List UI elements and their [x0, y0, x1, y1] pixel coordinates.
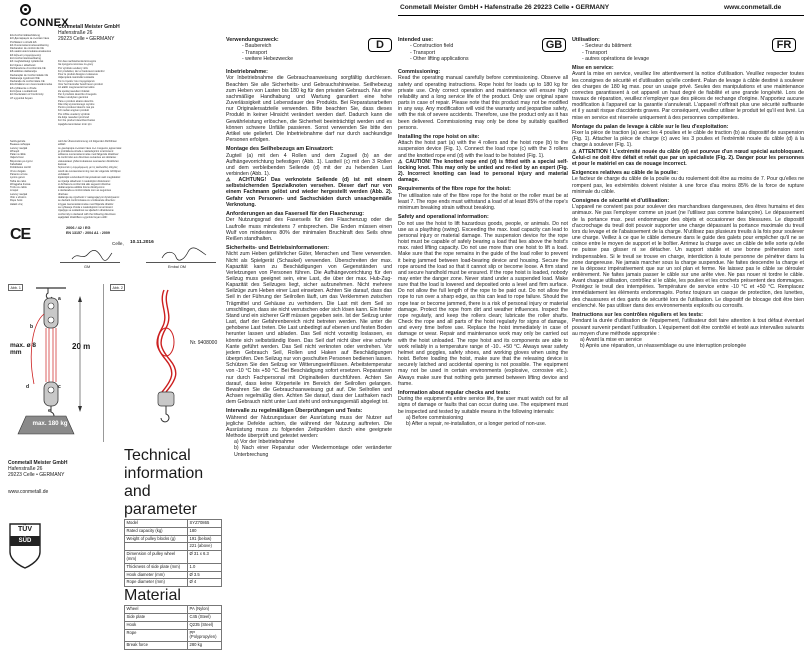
product-name-line: Halatlı vinç	[10, 202, 23, 206]
label-d: d	[26, 384, 30, 390]
fr-para-rope: Le facteur de charge du câble de la poulie ou du roulement doit être au moins de 7. Pour qu'elles ne rompent pas, les extrémités doivent résister à une force d'au moins 85% de la force de rupture minimale du câble.	[572, 176, 804, 195]
logo-ring-icon	[20, 4, 31, 15]
conformity-line: wird die Übereinstimmung mit folgenden Richtlinien erklärt:	[58, 140, 117, 147]
product-name-line: Lanový naviják	[10, 146, 28, 150]
conformity-line: се декларира съответствие със следните директиви:	[58, 146, 122, 150]
declaration-date: 10.11.2016	[130, 240, 154, 245]
gb-heading-installation: Installing the rope hoist on site:	[398, 133, 480, 140]
table-cell-value: PP (Polypropylen)	[188, 629, 222, 642]
table-cell-label: Weight of pulley blocks (g)	[125, 535, 188, 543]
gb-para-installation: Attach the hoist part (a) with the 4 rollers and the hoist rope (b) to the suspension device (Fig. 1). Connect the load rope (c) with the 3 rollers and the knotted rope end (d) with the load to be hoisted (Fig. 1).	[398, 140, 568, 159]
declaration-line: Dichiarazione di conformità CE	[10, 66, 46, 70]
length-label: 20 m	[72, 342, 91, 351]
product-name-list	[10, 140, 58, 206]
declaration-line: Za dolje navedeni proizvod	[58, 116, 90, 120]
product-name-line: Troliu cu cablu	[10, 186, 27, 190]
signature-line-right	[146, 262, 216, 263]
declaration-line: EU-Izjava o sukladnosti	[10, 90, 38, 94]
product-name-line: Drótköteles csörlő	[10, 166, 31, 170]
table-cell-label: Rope	[125, 629, 188, 642]
gb-heading-commissioning: Commissioning:	[398, 69, 441, 75]
de-use-item: - Transport	[242, 49, 268, 56]
de-para-commissioning: Vor Inbetriebnahme die Gebrauchsanweisung sorgfältig durchlesen. Beachten Sie alle Sicherheits- und Gebrauchshinweise. Seilhebezug zum Heben von Lasten bis 180 kg für den privaten Gebrauch. Nur eine sachmäßige Handhabung und Wartung garantiert eine hohe Zuverlässigkeit und Lebensdauer des Produkts. Bei Reparaturarbeiten nur Originalersatzteile verwenden. Bitte beachten Sie, dass dieses Produkt in keiner Hinsicht verändert werden darf. Dadurch kann die Gewährleistung erlöschen, die Sicherheit beeinträchtigt werden und es können schwere Unfälle passieren. Sonst verwenden Sie bitte den Artikel wie geliefert. Die Inbetriebnahme darf nur durch sachkundige Personen erfolgen.	[226, 75, 392, 143]
declaration-line: For the product described below	[58, 119, 96, 123]
de-heading-safety: Sicherheits- und Betriebsinformationen:	[226, 244, 330, 251]
table-row	[125, 543, 222, 551]
table-row	[125, 642, 222, 650]
table-cell-label	[125, 543, 188, 551]
address2-company: Conmetall Meister GmbH	[8, 460, 68, 466]
badge-de: D	[368, 38, 392, 52]
gb-warning	[398, 159, 568, 184]
fr-warning	[572, 149, 804, 167]
fr-warning-icon: ⚠	[572, 148, 579, 155]
table-cell-value: Ø 31 x 6.3	[188, 551, 222, 564]
tuv-sub: SÜD	[18, 537, 32, 544]
table-cell-label: Thickness of side plate (mm)	[125, 563, 188, 571]
declaration-line: Für das nachstehende Erzeugnis	[58, 60, 97, 63]
conformity-line: conformity is declared with the following directives:	[58, 212, 117, 216]
tech-rows	[124, 519, 222, 587]
de-use-item: - Baubereich	[242, 43, 272, 50]
badge-gb: GB	[542, 38, 566, 52]
table-cell-label: Side plate	[125, 613, 188, 621]
gb-use-item: - Other lifting applications	[410, 55, 469, 62]
declaration-line: EK-vaatimustenmukaisuusvakuutus	[10, 50, 52, 54]
logo-text: CONNEX	[20, 17, 69, 29]
declaration-line: Pentru produsul descris mai jos	[58, 106, 95, 110]
conformity-line: aşağıdaki direktiflere uygunluk beyan edilir:	[58, 215, 108, 219]
declaration-line: Jäljempänä mainitulle tuotteelle	[58, 76, 95, 80]
product-name-line: Wirespil	[10, 149, 20, 153]
fr-para-commissioning: Avant la mise en service, veuillez lire attentivement la notice d'utilisation. Veuillez respecter toutes les consignes de sécurité et d'utilisation qu'elle contient. Palan de levage à câble destiné à soulever des charges de 180 kg max. pour un usage privé. Seules des manipulations et une maintenance correctes garantissent à cet appareil un haut degré de fiabilité et une grande longévité. Lors de travaux de réparation, veuillez n'employer que des pièces de rechange d'origine. N'apportez aucune modification à l'appareil car la garantie s'annulerait. L'appareil n'offrirait plus une sécurité suffisante et il y aurait risque d'accidents graves. Par conséquent, veuillez utiliser le produit tel qu'il est livré. La mise en service est réservée uniquement à des personnes compétentes.	[572, 71, 804, 121]
gb-para-checks: During the equipment's entire service life, the user must watch out for all signs of damage or faults that can occur during use. The equipment must be inspected and tested by suitable means in the following intervals:	[398, 396, 568, 415]
table-cell-label: Wheel	[125, 606, 188, 614]
signature-left-image	[70, 249, 114, 263]
declaration-line: ЕО Декларация за съответствие	[10, 37, 50, 41]
address2-city: 29223 Celle • GERMANY	[8, 472, 65, 478]
declaration-line: Για το προϊόν που περιγράφεται	[58, 79, 95, 83]
gb-use-item: - Construction field	[410, 43, 454, 50]
article-number: Nr. 9408000	[190, 340, 218, 346]
declaration-line: EB atitikties deklaracija	[10, 70, 37, 74]
figure-1-label: Abb. 1	[8, 284, 23, 291]
declaration-line: Dla niżej wymienionego wyrobu	[58, 102, 95, 106]
website-2: www.conmetall.de	[8, 489, 49, 495]
declaration-list-a	[10, 34, 58, 100]
de-heading-installation: Montage des Seilhebezugs am Einsatzort:	[226, 146, 334, 153]
ce-mark: CE	[10, 226, 31, 243]
table-cell-label: Rated capacity (kg)	[125, 527, 188, 535]
fr-check-b: b) Après une réparation, un réassemblage ou une interruption prolongée	[580, 342, 747, 349]
table-cell-value: 221 (above)	[188, 543, 222, 551]
gb-check-b: b) After a repair, re-installation, or a longer period of non-use.	[406, 420, 547, 427]
fr-use-item: - Secteur du bâtiment	[582, 43, 632, 50]
fr-use-list	[572, 43, 770, 61]
declaration-line: Aşağıda tanımlanan ürün için	[58, 122, 92, 126]
product-name-line: Lanový navijak	[10, 192, 28, 196]
declaration-line: EC Declaration of Conformity	[10, 93, 44, 97]
header-company-name: Conmetall Meister GmbH	[400, 4, 479, 11]
gb-use-list	[398, 43, 540, 61]
label-c: c	[58, 384, 61, 390]
figures-area	[4, 284, 222, 444]
declaration-line: Deklaracja zgodności WE	[10, 76, 40, 80]
label-b: b	[30, 324, 34, 330]
gb-heading-checks: Information about regular checks and tests:	[398, 389, 511, 396]
conformity-list	[58, 140, 122, 219]
table-cell-label: Dimension of pulley wheel (mm)	[125, 551, 188, 564]
conformity-line: intygas överensstämmelse med följande direktiv:	[58, 202, 114, 206]
max-load-label: max. 180 kg	[32, 420, 68, 427]
conformity-line: se izjavlja skladnost z naslednjimi direktivami:	[58, 179, 111, 183]
declaration-line: ES vyhlásenie o zhode	[10, 86, 37, 90]
address-company: Conmetall Meister GmbH	[58, 24, 120, 30]
declaration-line: EU izjava o skladnosti	[10, 63, 36, 67]
declaration-line: EU-Conformiteitsverklaring	[10, 57, 41, 61]
de-heading-checks: Intervalle zu regelmäßigen Überprüfungen und Tests:	[226, 408, 363, 415]
product-name-line: Vaijerivinssi	[10, 156, 24, 160]
signature-label-right: Embal OM	[168, 265, 186, 269]
de-check-a: a) Vor der Inbetriebnahme	[234, 439, 295, 446]
fr-heading-commissioning: Mise en service:	[572, 65, 614, 71]
fr-use-item: - Transport	[582, 49, 608, 56]
declaration-line: Declarație de conformitate CE	[10, 80, 45, 84]
declaration-line: EG-försäkran om överensstämmelse	[10, 83, 53, 87]
de-para-checks: Während der Nutzungsdauer der Ausrüstung muss der Nutzer auf jegliche Defekte achten, die während der Nutzung auftreten. Die Ausrüstung muss zu folgenden Zeitpunkten durch eine geeignete Methode überprüft und getestet werden:	[226, 414, 392, 440]
table-row	[125, 551, 222, 564]
material-rows	[124, 605, 222, 650]
tuv-seal-icon	[8, 522, 42, 570]
product-name-line: Vitlo s užetom	[10, 196, 27, 200]
tech-table-title: Technical information and parameter	[124, 447, 204, 518]
declaration-line: ΕΚ Δήλωση συμμόρφωσης	[10, 53, 42, 57]
header-company: Conmetall Meister GmbH • Hafenstraße 26 29223 Celle • GERMANY	[400, 4, 610, 11]
declaration-place: Celle,	[112, 241, 124, 246]
fr-heading-rope: Exigences relatives au câble de la poulie:	[572, 170, 679, 176]
header-address: Hafenstraße 26	[484, 4, 532, 11]
declaration-line: За продукта посочен по-долу	[58, 63, 94, 67]
product-name-line: Linspel	[10, 189, 19, 193]
product-name-line: Talha de cabo	[10, 179, 27, 183]
table-cell-label: Hook diameter (mm)	[125, 571, 188, 579]
declaration-list-b	[58, 60, 122, 126]
gb-para-safety: Do not use the hoist to lift hazardous goods, people, or animals. Do not use as a plaything (swing). Exceeding the max. load capacity can lead to personal injury or material damage. The suspension device for the rope hoist must be capable of safely bearing a load that lies above the hoist's max. rated lifting capacity. Do not use more than one hoist to lift a load. Make sure that the rope remains in the guide of the load roller to prevent it being jammed between load-bearing device and housing. Secure the rope around the load so that it cannot slip or become loose. A firm stand and secure handhold must be ensured. If the rope hoist is loaded, nobody may enter the danger zone. Never stand under a suspended load. Make sure that the load is lowered and deposited onto a level and firm surface. Do not allow the full length of the rope to be paid out. Do not allow the rope to run over a sharp edge, as this can lead to rope failure. Should the rope tear or become jammed, there is a risk of personal injury or material damage. Protect the rope from dirt and weather influences. Inspect the rope regularly, and keep the rollers clean; lubricate the roller shafts. Check the rope and all parts of the hoist regularly for signs of damage, and every time before use. Replace the hoist immediately in case of damage or wear. Repair and maintenance work may only be carried out with the hoist unloaded. The rope hoist and its components are able to work reliably in a temperature range of -10.. +50 °C. Always wear safety helmet and goggles, safety shoes, and working gloves when using the hoist. Before loading the hoist, make sure that the releasing device is securely latched and accidental opening is not possible. The equipment may not be used in certain environments (explosive, corrosive etc.). Always make sure that nothing gets jammed between lifting device and frame.	[398, 220, 568, 387]
product-name-line: Paranco a fune	[10, 172, 28, 176]
gb-heading-rope: Requirements of the fibre rope for the hoist:	[398, 186, 511, 193]
table-cell-value: 191 (below)	[188, 535, 222, 543]
fr-warning-text: ATTENTION ! L'extrémité nouée du câble (d) est pourvue d'un nœud spécial autobloquant. Celui-ci ne doit être défait et refait que par un spécialiste (Fig. 2). Danger pour les personnes et pour le matériel en cas de nouage incorrect.	[572, 148, 804, 167]
product-name-line: Wciągarka linowa	[10, 182, 31, 186]
address-city: 29223 Celle • GERMANY	[58, 36, 115, 42]
figure-1	[6, 284, 104, 442]
conformity-line: deklaruojama atitiktis šioms direktyvoms:	[58, 186, 105, 190]
fr-heading-safety: Consignes de sécurité et d'utilisation:	[572, 197, 670, 204]
table-cell-value: Ø 3.5	[188, 571, 222, 579]
conformity-line: vakuutetaan yhdenmukaisuus seuraavien direktiivien kanssa:	[58, 159, 119, 167]
de-para-safety: Nicht zum Heben gefährlicher Güter, Menschen und Tiere verwenden. Nicht als Spielgerät (Schaukel) verwenden. Überschreiten der max. Kapazität kann zu Beschädigungen von Gegenständen und Verletzungen von Personen führen. Die Aufhängevorrichtung für den Seilzug muss geeignet sein, eine Last, die über der max. Hub-Zug-Kapazität des Seilzuges liegt, sicher aufzunehmen. Nicht mehrere Seilzüge zum Heben einer Last einsetzen. Achten Sie darauf, dass das Seil in der Führung der Seilrollen läuft, um das Verklemmen zwischen Trägmittel und Gehäuse zu verhindern. Die Last mit dem Seil so umschlingen, dass sie nicht verrutschen oder sich lösen kann. Ein fester Stand und ein sicherer Griff müssen gegeben sein. Ist der Seilzug unter Last, darf der Gefahrenbereich nicht betreten werden. Nie unter die gehobene Last treten. Die Last unbedingt auf ebenen und festen Boden herunter lassen und abladen. Das Seil nicht vorzeitig loslassen, es könnte sich selbstständig lösen. Das Seil darf nicht über eine scharfe Kante geführt werden. Das Seil nicht verknoten oder verdrehen. Vor jedem Gebrauch Seil, Rollen und Haken auf Beschädigungen überprüfen. Den Seilzug nur von geschulten Personen bedienen lassen. Schützen Sie den Seilzug vor Witterungseinflüssen. Arbeitstemperatur von -10 °C bis +50 °C. Bei Beschädigung sofort ersetzen. Reparaturen nur durch Fachpersonal mit Originalteilen durchführen. Achten Sie darauf, dass keine Körperteile im Bereich der Seilrollen gelangen. Bewahren Sie die Gebrauchsanweisung gut auf. Die Seilrollen und Achsen regelmäßig ölen. Achten Sie darauf, dass der Lasthaken nach dem Gebrauch nicht unter Last steht und ordnungsgemäß abgelegt ist.	[226, 251, 392, 406]
tech-table	[124, 447, 222, 650]
gb-para-rope: The utilisation rate of the fibre rope for the hoist or the roller must be at least 7. The rope ends must withstand a load of at least 85% of the rope's minimum breaking strain without breaking.	[398, 192, 568, 212]
conformity-line: deklaruje się zgodność z następującymi dyrektywami:	[58, 196, 120, 200]
address2-street: Hafenstraße 26	[8, 466, 43, 472]
english-column	[398, 0, 568, 581]
fr-heading-installation: Montage du palan de levage à câble sur le lieu d'exploitation:	[572, 123, 729, 130]
gb-check-a: a) Before commissioning	[406, 414, 464, 421]
tuv-text: TÜV	[18, 526, 32, 533]
table-cell-value: Q235 (Steel)	[188, 621, 222, 629]
fr-para-safety: L'appareil ne convient pas pour soulever des marchandises dangereuses, des êtres humains et des animaux. Ne pas l'employer comme un jouet (ne l'utilisez pas comme balançoire). Le dépassement de la portance max. peut endommager des objets et occasionner des blessures. Le dispositif d'accrochage du treuil doit pouvoir supporter une charge dépassant la portance maximale du treuil lors du levage et de l'abaissement de la charge. N'utilisez pas plusieurs treuils à la fois pour soulever une charge. Veillez à ce que le câble demeure dans le guide des galets pour empêcher qu'il ne se coince entre le moyen de support et le boîtier. Arrimez la charge avec un câble de telle sorte qu'elle ne puisse pas glisser ni se détacher. Un support stable et une bonne préhension sont indispensables. Si le treuil se trouve en charge, interdiction à toute personne de pénétrer dans la zone dangereuse. Ne jamais marcher sous la charge suspendue. Ne faites descendre la charge et ne la déposez impérativement que sur un sol plan et ferme. Ne laissez pas le câble se dérouler entièrement. Ne faites jamais passer le câble sur une arête vive. Ne pas nouer ni tordre le câble. Avant chaque utilisation, contrôlez si le câble, les poulies et les crochets présentent des dommages. Protégez le treuil des intempéries. Température de service entre -10 °C et +50 °C. Remplacez immédiatement les éléments endommagés. Portez toujours un casque de protection, des lunettes, des chaussures et des gants de sécurité lors de l'utilisation. Le dispositif de blocage doit être bien enclenché. Ne pas utiliser dans des environnements explosifs ou corrosifs.	[572, 204, 804, 309]
conformity-line: wordt de overeenstemming met de volgende richtlijnen verklaard:	[58, 169, 121, 176]
table-cell-value: SYZ70865	[188, 520, 222, 528]
declaration-line: AT uygunluk beyanı	[10, 96, 33, 100]
address-block-2	[8, 460, 88, 478]
declaration-line: EF-Overensstemmelseserklæring	[10, 43, 49, 47]
declaration-line: Para o produto abaixo descrito	[58, 99, 94, 103]
table-cell-value: 1.0	[188, 563, 222, 571]
product-name-line: Vrvno dvigalo	[10, 169, 26, 173]
conformity-line: izjavljuje se sukladnost sa sljedećim direktivama:	[58, 209, 115, 213]
label-a: a	[58, 296, 61, 302]
fr-check-a: a) Avant la mise en service	[580, 336, 642, 343]
table-row	[125, 535, 222, 543]
declaration-line: Pro výrobek uvedený níže	[58, 66, 88, 70]
table-cell-value: C45 (Steel)	[188, 613, 222, 621]
de-use-item: - weitere Hebezwecke	[242, 55, 294, 62]
figure-2	[108, 284, 220, 442]
de-warning-icon: ⚠	[226, 177, 239, 184]
address-street: Hafenstraße 26	[58, 30, 93, 36]
de-use-list	[226, 43, 364, 61]
gb-warning-text: CAUTION! The knotted rope end (d) is fitted with a special self-locking knot. This may only be untied and re-tied by an expert (Fig. 2). Incorrect knotting can lead to personal injury and material damage.	[398, 158, 568, 184]
fr-use-item: - autres opérations de levage	[582, 55, 650, 62]
fr-heading-checks: Instructions sur les contrôles réguliers et les tests:	[572, 311, 703, 318]
table-cell-label: Model	[125, 520, 188, 528]
product-name-line: Въжена лебедка	[10, 143, 31, 147]
conformity-line: sa vyhlasuje zhoda s nasledujúcimi smernicami:	[58, 205, 114, 209]
badge-fr: FR	[772, 38, 796, 52]
connex-logo	[20, 4, 76, 29]
label-e: e	[48, 408, 51, 414]
de-para-rope: Der Nutzungsgrad des Faserseils für den Flaschenzug oder die Laufrolle muss mindestens 7 entsprechen. Die Enden müssen einen Wulf von mindestens 80% der minimalen Bruchkraft des Seils ohne Reißen standhalten.	[226, 217, 392, 242]
declaration-line: Déclaration de conformité CE	[10, 47, 44, 51]
gb-warning-icon: ⚠	[398, 158, 406, 165]
gb-heading-safety: Safety and operational information:	[398, 214, 489, 221]
declaration-line: Prohlášení o shodě ES	[10, 40, 37, 44]
de-heading-rope: Anforderungen an das Faserseil für den Flaschenzug:	[226, 210, 365, 217]
table-cell-value: 180	[188, 527, 222, 535]
signature-right-image	[160, 247, 210, 262]
product-name-line: Βαρούλκο με σχοινί	[10, 159, 33, 163]
gb-use-title: Intended use:	[398, 37, 434, 43]
declaration-line: Declaração de Conformidade CE	[10, 73, 49, 77]
conformity-line: kijelentjük a következő irányelveknek való megfelelést:	[58, 176, 121, 180]
header-city: 29223 Celle	[533, 4, 570, 11]
de-check-b: b) Nach einer Reparatur oder Wiedermontage oder veränderter Unterbrechung	[234, 445, 392, 458]
product-name-line: Palan à câble	[10, 153, 26, 157]
product-name-line: Seilzugwinde	[10, 140, 26, 143]
table-row	[125, 621, 222, 629]
max-rope-label	[10, 342, 38, 356]
conformity-line: si dichiara la conformità alle seguenti direttive:	[58, 182, 112, 186]
de-use-title: Verwendungszweck:	[226, 37, 279, 43]
table-row	[125, 629, 222, 642]
knot-diagram	[108, 284, 220, 440]
directive-number: 2006 / 42 / EG	[66, 226, 91, 230]
table-row	[125, 606, 222, 614]
de-heading-commissioning: Inbetriebnahme:	[226, 69, 268, 75]
material-table-title: Material	[124, 587, 181, 605]
declaration-line: För nedan angiven produkt	[58, 109, 90, 113]
product-name-line: Rope hoist	[10, 199, 23, 203]
standard-number: EN 13157 : 2004 A1 : 2009	[66, 231, 110, 235]
declaration-line: Za spodaj navedeni izdelek	[58, 89, 90, 93]
conformity-line: é declarada a conformidade com as seguintes diretivas:	[58, 189, 112, 196]
header-website: www.conmetall.de	[724, 4, 782, 11]
declaration-line: Voor het hieronder beschreven product	[58, 83, 103, 87]
de-warning-text: ACHTUNG! Das verknotete Seilende (d) ist mit einem selbstsichernden Spezialknoten versehen. Dieser darf nur von einem Fachmann gelöst und wieder hergestellt werden (Abb. 2). Gefahr von Personen- und Sachschäden durch unsachgemäße Verknotung.	[226, 177, 392, 208]
fr-use-title: Utilisation:	[572, 37, 600, 43]
table-cell-value: 280 kg	[188, 642, 222, 650]
header-country: GERMANY	[575, 4, 610, 11]
product-name-line: Kabeltakel	[10, 163, 23, 167]
conformity-line: δηλώνεται η συμμόρφωση με τις ακόλουθες οδηγίες:	[58, 166, 119, 170]
gb-para-commissioning: Read the operating manual carefully before commissioning. Observe all safety and operating instructions. Rope hoist for loads up to 180 kg for private use. Only correct operation and maintenance will ensure high reliability and a long service life of the product. Only use original spare parts in case of repair. Please note that this product may not be modified in any way. Any modification will void the warranty and jeopardise safety, with the risk of severe accidents. Therefore, use the product only as it has been delivered. Commissioning may only be done by suitably qualified persons.	[398, 75, 568, 131]
declaration-line: Per il prodotto descritto di seguito	[58, 92, 97, 96]
conformity-line: se declară conformitatea cu următoarele directive:	[58, 199, 116, 203]
declaration-line: Pour le produit désigné ci-dessous	[58, 73, 98, 77]
table-cell-value: Ø 4	[188, 579, 222, 587]
conformity-line: erklæres overensstemmelse med følgende direktiver:	[58, 153, 120, 157]
manufacturer-address	[58, 24, 124, 42]
french-column	[572, 0, 804, 581]
signature-label-left: GM	[84, 265, 91, 269]
table-row	[125, 563, 222, 571]
declaration-line: Pre nižšie uvedený výrobok	[58, 112, 90, 116]
table-cell-value: PA (Nylon)	[188, 606, 222, 614]
de-para-installation: Zugteil (a) mit den 4 Rollen und dem Zugseil (b) an der Aufhängevorrichtung befestigen (Abb. 1). Lastteil (c) mit den 3 Rollen und dem verbleibenden Seilende (d) mit der zu hebenden Last verbinden (Abb. 1).	[226, 152, 392, 177]
product-name-line: Lyninė gervė	[10, 176, 25, 180]
conformity-line: la conformité aux directives suivantes est déclarée :	[58, 156, 118, 160]
table-row	[125, 613, 222, 621]
table-cell-label: Break force	[125, 642, 188, 650]
table-row	[125, 520, 222, 528]
declaration-line: EK megfelelőségi nyilatkozat	[10, 60, 44, 64]
fr-para-checks: Pendant la durée d'utilisation de l'équipement, l'utilisateur doit faire attention à tout défaut éventuel pouvant survenir pendant l'utilisation. L'équipement doit être contrôlé et testé aux intervalles suivants au moyen d'une méthode appropriée :	[572, 318, 804, 337]
conformity-line: je prohlášena shoda s následujícími směrnicemi:	[58, 149, 114, 153]
max-rope-value: max. ø 8	[10, 342, 37, 349]
fr-para-installation: Fixer la pièce de traction (a) avec les 4 poulies et le câble de traction (b) au dispositif de suspension (Fig. 1). Attacher la pièce de charge (c) avec les 3 poulies et l'extrémité nouée du câble (d) à la charge à soulever (Fig. 1).	[572, 130, 804, 149]
gb-use-item: - Transport	[410, 49, 436, 56]
table-row	[125, 527, 222, 535]
declaration-line: For produktet, der er beskrevet nedenfor	[58, 69, 105, 73]
table-row	[125, 571, 222, 579]
table-cell-label: Rope diameter (mm)	[125, 579, 188, 587]
declaration-line: Az alább megnevezett termékre	[58, 86, 95, 90]
declaration-line: EG-Konformitätserklärung	[10, 34, 40, 37]
table-row	[125, 579, 222, 587]
german-column	[226, 0, 392, 581]
de-warning	[226, 177, 392, 208]
table-cell-label: Hook	[125, 621, 188, 629]
pulley-diagram	[6, 284, 104, 440]
declaration-line: Toliau nurodytam gaminiui	[58, 96, 89, 100]
figure-2-label: Abb. 2	[110, 284, 125, 291]
max-rope-unit: mm	[10, 349, 22, 356]
